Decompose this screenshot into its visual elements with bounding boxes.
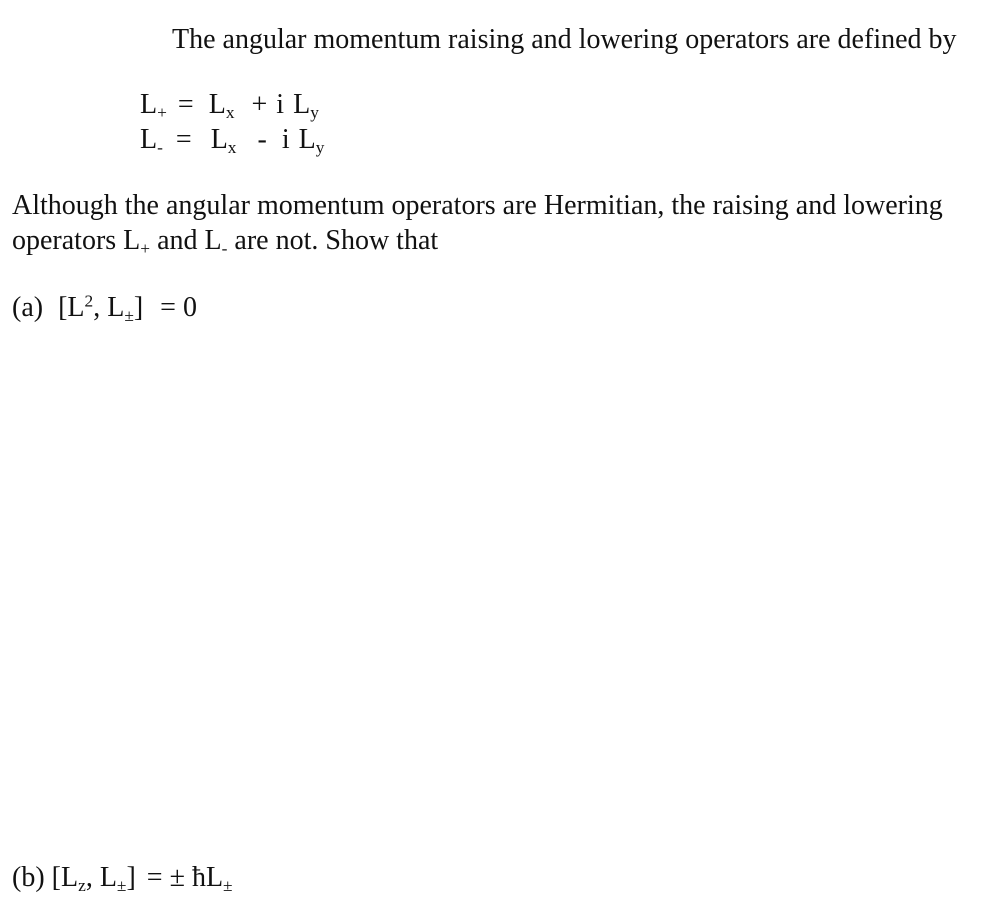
statement-sub-plus: +: [140, 238, 151, 258]
l-minus-term1: $L_x$: [210, 124, 237, 157]
statement-text-1: Although the angular momentum operators are Hermitian, the raising and lowering: [12, 190, 943, 221]
part-a-label: (a): [12, 292, 44, 323]
l-plus-equals: =: [177, 89, 194, 120]
l-minus-lhs: $L_-$: [140, 124, 163, 157]
l-plus-lhs: $L_+$: [140, 89, 167, 122]
part-b-commutator: [$L_z$, $L_\pm$]: [51, 862, 136, 895]
part-b-result: = ± $ħL_\pm$: [146, 862, 233, 895]
statement-line-1: [12, 192, 943, 220]
statement-text-2c: are not. Show that: [227, 225, 439, 256]
l-minus-term2: $L_y$: [298, 124, 325, 157]
l-minus-imag-unit: i: [281, 124, 290, 155]
l-plus-imag-unit: i: [276, 89, 285, 120]
statement-sub-minus: -: [221, 238, 228, 258]
definition-l-minus: [140, 124, 325, 157]
l-plus-operator: +: [251, 89, 268, 120]
intro-sentence: The angular momentum raising and lowering operators are defined by: [172, 24, 957, 55]
part-a-result: = 0: [160, 292, 197, 323]
l-plus-term1: $L_x$: [208, 89, 235, 122]
l-minus-operator: -: [257, 124, 267, 155]
part-b-label: (b): [12, 862, 45, 893]
l-minus-equals: =: [175, 124, 192, 155]
definition-l-plus: [140, 89, 319, 122]
part-a: [12, 291, 197, 325]
statement-text-2a: operators L: [12, 225, 141, 256]
statement-line-2: [12, 225, 439, 258]
part-b: [12, 862, 233, 895]
statement-text-2b: and L: [150, 225, 222, 256]
intro-text: [172, 26, 957, 54]
l-plus-term2: $L_y$: [293, 89, 319, 122]
part-a-commutator: [$L^2$, $L_\pm$]: [58, 291, 144, 325]
